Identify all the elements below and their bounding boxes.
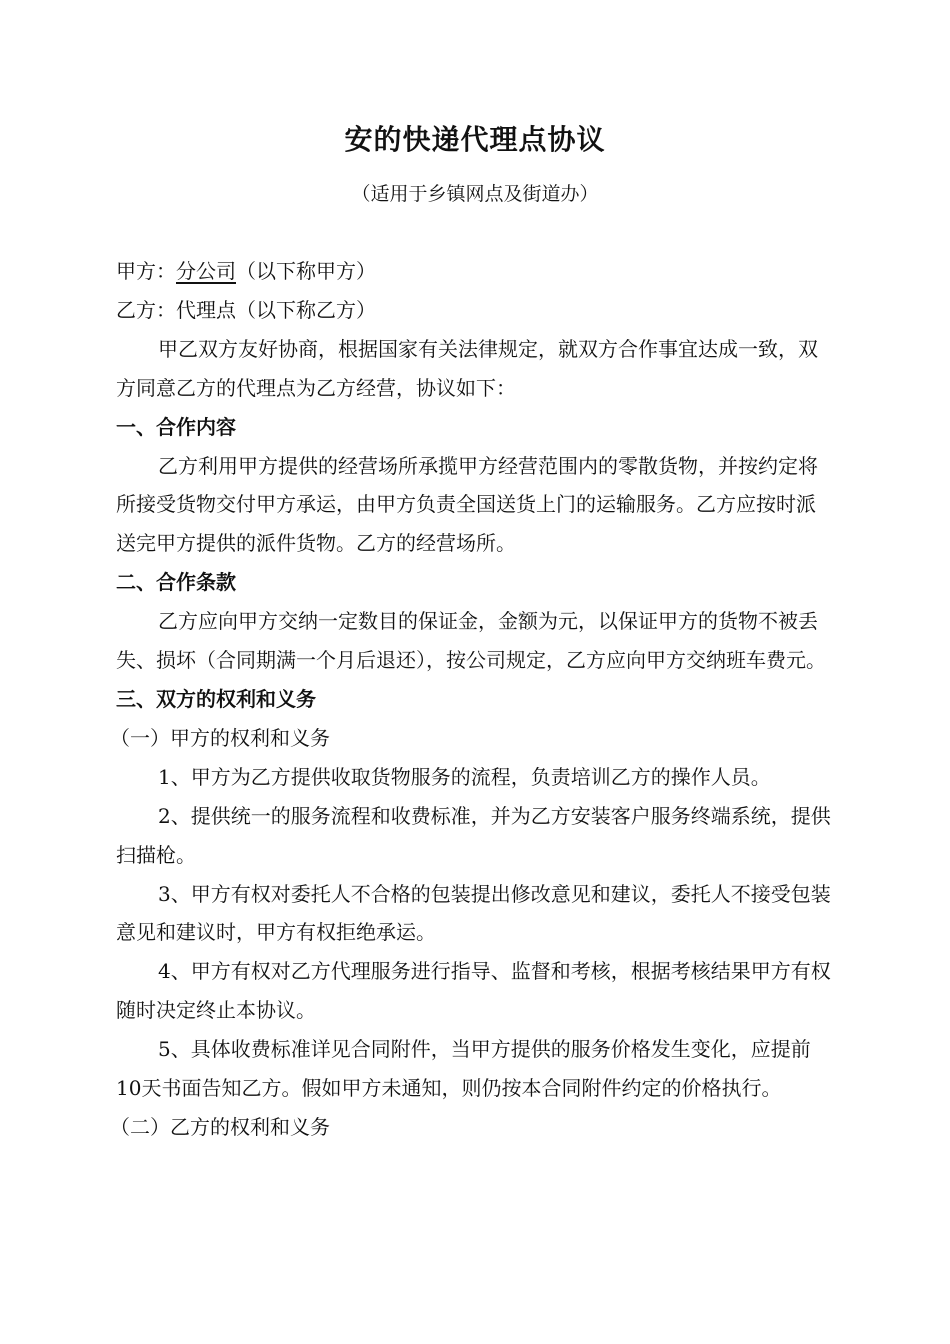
party-a-suffix: （以下称甲方） [236, 259, 376, 283]
list-item: 5、具体收费标准详见合同附件，当甲方提供的服务价格发生变化，应提前10天书面告知乙方。假如甲方未通知，则仍按本合同附件约定的价格执行。 [116, 1037, 811, 1101]
party-b-line: 乙方：代理点（以下称乙方） [116, 297, 376, 322]
party-a-name: 分公司 [176, 259, 236, 283]
list-item: 1、甲方为乙方提供收取货物服务的流程，负责培训乙方的操作人员。 [158, 764, 771, 789]
subsection-heading-party-a: （一）甲方的权利和义务 [110, 725, 330, 750]
list-item: 4、甲方有权对乙方代理服务进行指导、监督和考核，根据考核结果甲方有权随时决定终止本协议。 [116, 959, 831, 1023]
section-heading-rights-obligations: 三、双方的权利和义务 [116, 686, 316, 711]
section-paragraph-cooperation-content: 乙方利用甲方提供的经营场所承揽甲方经营范围内的零散货物，并按约定将所接受货物交付甲方承运，由甲方负责全国送货上门的运输服务。乙方应按时派送完甲方提供的派件货物。乙方的经营场所。 [116, 453, 818, 556]
list-item: 3、甲方有权对委托人不合格的包装提出修改意见和建议，委托人不接受包装意见和建议时，甲方有权拒绝承运。 [116, 881, 831, 945]
section-heading-cooperation-content: 一、合作内容 [116, 414, 236, 439]
document-body [110, 252, 834, 1147]
document-subtitle: （适用于乡镇网点及街道办） [351, 183, 599, 205]
list-item: 2、提供统一的服务流程和收费标准，并为乙方安装客户服务终端系统，提供扫描枪。 [116, 803, 831, 867]
party-a-line [116, 252, 834, 291]
document-title: 安的快递代理点协议 [344, 123, 606, 156]
party-a-label: 甲方： [116, 259, 176, 283]
section-heading-cooperation-terms: 二、合作条款 [116, 570, 236, 595]
subsection-heading-party-b: （二）乙方的权利和义务 [110, 1114, 330, 1139]
intro-paragraph: 甲乙双方友好协商，根据国家有关法律规定，就双方合作事宜达成一致，双方同意乙方的代理点为乙方经营，协议如下： [116, 336, 818, 400]
section-paragraph-cooperation-terms: 乙方应向甲方交纳一定数目的保证金，金额为元，以保证甲方的货物不被丢失、损坏（合同期满一个月后退还），按公司规定，乙方应向甲方交纳班车费元。 [116, 609, 826, 673]
